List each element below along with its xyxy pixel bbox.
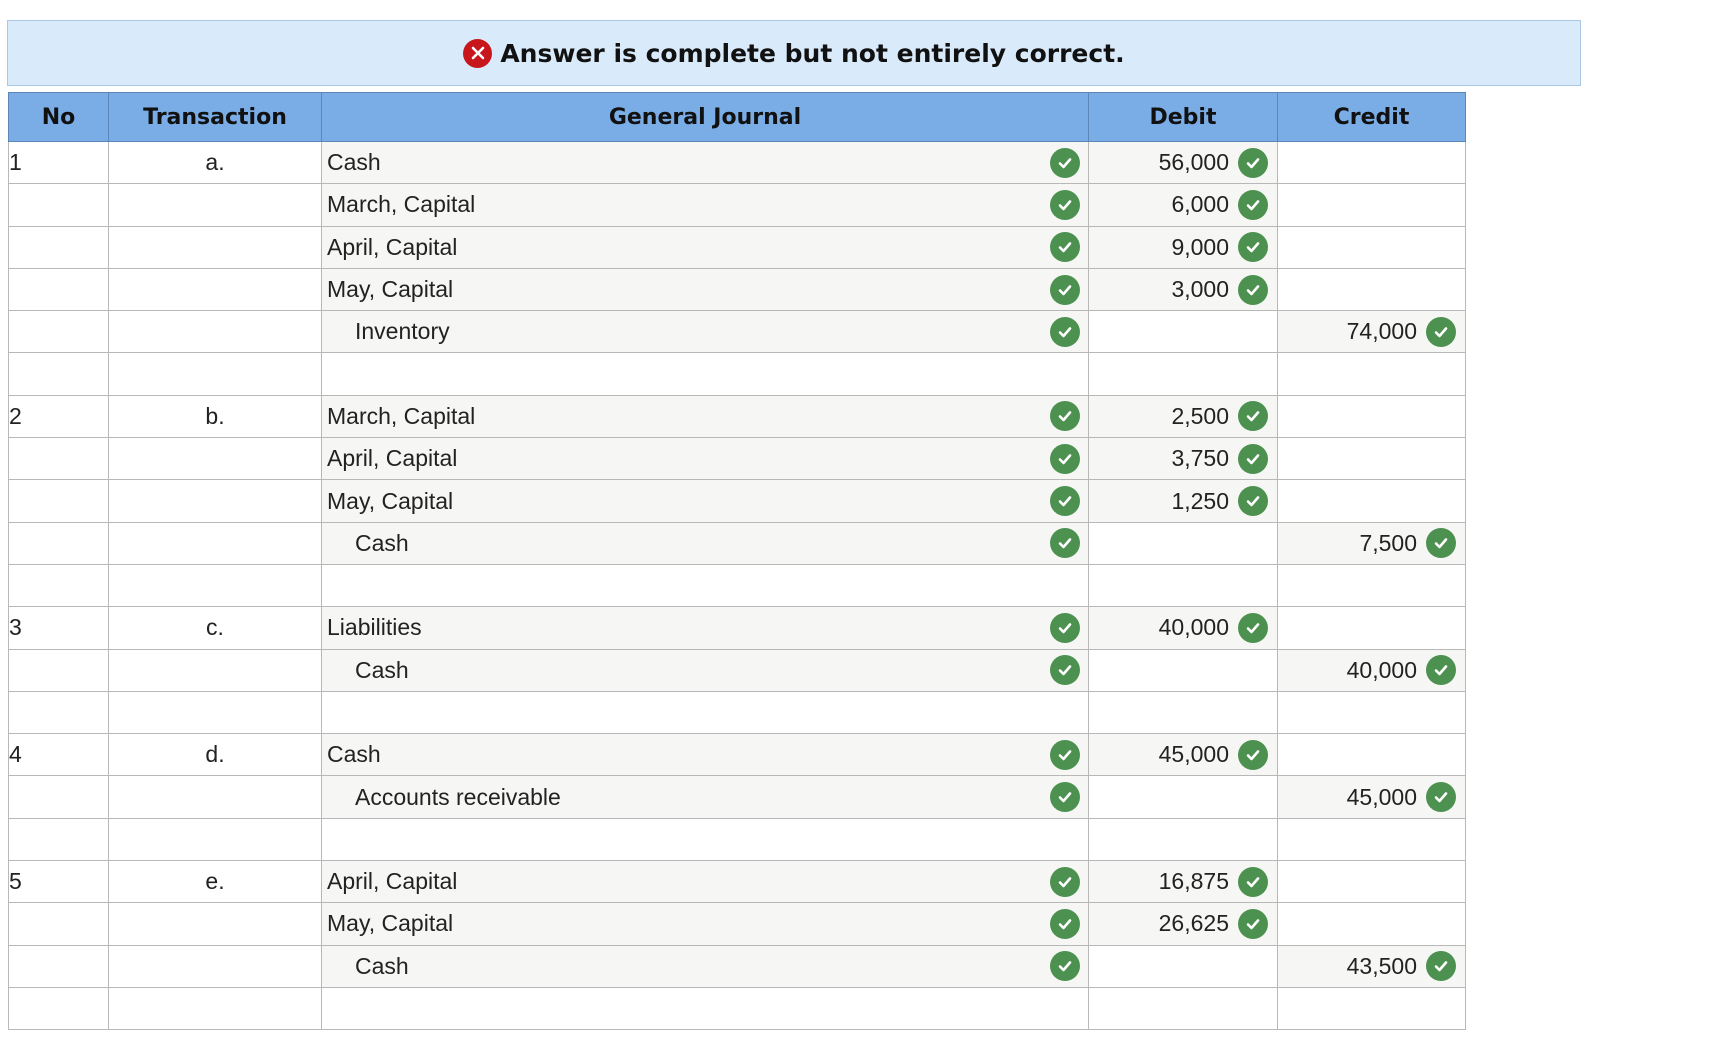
account-name: May, Capital <box>327 487 454 514</box>
table-header-row <box>9 93 1466 142</box>
check-circle-icon <box>1050 275 1080 305</box>
debit-amount: 45,000 <box>1158 741 1229 768</box>
check-circle-icon <box>1426 528 1456 558</box>
account-cell <box>322 987 1089 1029</box>
credit-amount: 43,500 <box>1346 952 1417 979</box>
credit-amount: 45,000 <box>1346 783 1417 810</box>
credit-cell[interactable] <box>1278 649 1466 691</box>
row-no-cell <box>9 226 109 268</box>
account-name: Cash <box>355 656 409 683</box>
debit-amount: 6,000 <box>1171 191 1229 218</box>
account-cell[interactable] <box>322 184 1089 226</box>
check-circle-icon <box>1050 317 1080 347</box>
row-no-cell <box>9 522 109 564</box>
check-circle-icon <box>1050 528 1080 558</box>
table-row <box>9 691 1466 733</box>
credit-cell <box>1278 184 1466 226</box>
account-cell[interactable] <box>322 480 1089 522</box>
debit-cell[interactable] <box>1089 438 1278 480</box>
row-no-cell: 5 <box>9 861 109 903</box>
debit-amount: 3,000 <box>1171 276 1229 303</box>
debit-amount: 3,750 <box>1171 445 1229 472</box>
row-no-cell <box>9 776 109 818</box>
row-transaction-cell <box>109 903 322 945</box>
row-transaction-cell <box>109 945 322 987</box>
account-name: April, Capital <box>327 445 458 472</box>
credit-cell <box>1278 861 1466 903</box>
table-row <box>9 776 1466 818</box>
debit-cell <box>1089 691 1278 733</box>
debit-cell <box>1089 945 1278 987</box>
account-cell <box>322 691 1089 733</box>
credit-cell <box>1278 903 1466 945</box>
row-no-cell <box>9 353 109 395</box>
table-row <box>9 734 1466 776</box>
debit-amount: 9,000 <box>1171 233 1229 260</box>
row-transaction-cell <box>109 480 322 522</box>
check-circle-icon <box>1050 782 1080 812</box>
check-circle-icon <box>1050 401 1080 431</box>
row-no-cell: 4 <box>9 734 109 776</box>
account-name: April, Capital <box>327 868 458 895</box>
row-no-cell <box>9 649 109 691</box>
debit-cell[interactable] <box>1089 861 1278 903</box>
table-row <box>9 945 1466 987</box>
credit-cell[interactable] <box>1278 311 1466 353</box>
check-circle-icon <box>1238 190 1268 220</box>
row-no-cell <box>9 564 109 606</box>
row-transaction-cell <box>109 649 322 691</box>
feedback-banner <box>7 20 1581 86</box>
account-cell[interactable] <box>322 945 1089 987</box>
row-transaction-cell: b. <box>109 395 322 437</box>
account-cell <box>322 353 1089 395</box>
row-transaction-cell: c. <box>109 607 322 649</box>
check-circle-icon <box>1426 951 1456 981</box>
debit-cell[interactable] <box>1089 734 1278 776</box>
debit-cell <box>1089 818 1278 860</box>
general-journal-table <box>8 92 1466 1030</box>
row-no-cell <box>9 903 109 945</box>
row-transaction-cell <box>109 691 322 733</box>
credit-cell <box>1278 987 1466 1029</box>
journal-rows <box>9 142 1466 1030</box>
account-name: May, Capital <box>327 910 454 937</box>
credit-cell <box>1278 268 1466 310</box>
check-circle-icon <box>1426 782 1456 812</box>
table-row <box>9 522 1466 564</box>
debit-cell[interactable] <box>1089 226 1278 268</box>
table-row <box>9 480 1466 522</box>
account-cell[interactable] <box>322 142 1089 184</box>
header-transaction: Transaction <box>109 93 322 142</box>
table-row <box>9 311 1466 353</box>
row-no-cell <box>9 691 109 733</box>
error-x-icon <box>463 39 492 68</box>
row-no-cell: 2 <box>9 395 109 437</box>
account-cell[interactable] <box>322 268 1089 310</box>
debit-cell[interactable] <box>1089 395 1278 437</box>
account-cell[interactable] <box>322 607 1089 649</box>
account-cell <box>322 564 1089 606</box>
credit-cell <box>1278 226 1466 268</box>
row-transaction-cell <box>109 776 322 818</box>
debit-cell <box>1089 353 1278 395</box>
row-transaction-cell: d. <box>109 734 322 776</box>
check-circle-icon <box>1238 275 1268 305</box>
row-transaction-cell <box>109 987 322 1029</box>
account-cell[interactable] <box>322 311 1089 353</box>
credit-amount: 74,000 <box>1346 318 1417 345</box>
account-cell[interactable] <box>322 734 1089 776</box>
check-circle-icon <box>1050 486 1080 516</box>
table-row <box>9 861 1466 903</box>
check-circle-icon <box>1050 190 1080 220</box>
row-transaction-cell <box>109 564 322 606</box>
account-cell[interactable] <box>322 438 1089 480</box>
credit-amount: 7,500 <box>1359 529 1417 556</box>
row-no-cell <box>9 268 109 310</box>
row-no-cell <box>9 818 109 860</box>
row-no-cell <box>9 480 109 522</box>
check-circle-icon <box>1238 740 1268 770</box>
credit-cell <box>1278 353 1466 395</box>
credit-cell[interactable] <box>1278 945 1466 987</box>
check-circle-icon <box>1238 909 1268 939</box>
check-circle-icon <box>1238 486 1268 516</box>
credit-cell <box>1278 607 1466 649</box>
credit-cell <box>1278 395 1466 437</box>
header-debit: Debit <box>1089 93 1278 142</box>
check-circle-icon <box>1050 655 1080 685</box>
debit-cell <box>1089 311 1278 353</box>
header-credit: Credit <box>1278 93 1466 142</box>
account-cell[interactable] <box>322 522 1089 564</box>
row-no-cell <box>9 311 109 353</box>
credit-cell <box>1278 480 1466 522</box>
row-no-cell: 1 <box>9 142 109 184</box>
credit-cell <box>1278 438 1466 480</box>
debit-amount: 1,250 <box>1171 487 1229 514</box>
debit-cell <box>1089 776 1278 818</box>
row-transaction-cell <box>109 184 322 226</box>
account-name: Cash <box>355 952 409 979</box>
table-row <box>9 607 1466 649</box>
debit-amount: 56,000 <box>1158 149 1229 176</box>
account-cell[interactable] <box>322 649 1089 691</box>
debit-amount: 40,000 <box>1158 614 1229 641</box>
table-row <box>9 438 1466 480</box>
debit-amount: 26,625 <box>1158 910 1229 937</box>
header-no: No <box>9 93 109 142</box>
table-row <box>9 142 1466 184</box>
debit-cell <box>1089 987 1278 1029</box>
row-no-cell <box>9 987 109 1029</box>
check-circle-icon <box>1050 867 1080 897</box>
row-transaction-cell <box>109 522 322 564</box>
row-transaction-cell <box>109 311 322 353</box>
debit-amount: 2,500 <box>1171 402 1229 429</box>
row-no-cell: 3 <box>9 607 109 649</box>
table-row <box>9 818 1466 860</box>
account-cell[interactable] <box>322 395 1089 437</box>
account-cell[interactable] <box>322 861 1089 903</box>
account-cell[interactable] <box>322 776 1089 818</box>
debit-cell <box>1089 649 1278 691</box>
debit-cell <box>1089 564 1278 606</box>
account-name: April, Capital <box>327 233 458 260</box>
account-cell[interactable] <box>322 903 1089 945</box>
account-name: March, Capital <box>327 402 476 429</box>
credit-cell <box>1278 564 1466 606</box>
check-circle-icon <box>1050 148 1080 178</box>
table-row <box>9 903 1466 945</box>
row-no-cell <box>9 945 109 987</box>
account-name: Accounts receivable <box>355 783 561 810</box>
row-transaction-cell <box>109 353 322 395</box>
row-transaction-cell: e. <box>109 861 322 903</box>
credit-cell <box>1278 818 1466 860</box>
table-row <box>9 649 1466 691</box>
account-name: Liabilities <box>327 614 422 641</box>
check-circle-icon <box>1050 613 1080 643</box>
account-name: May, Capital <box>327 276 454 303</box>
table-row <box>9 184 1466 226</box>
row-transaction-cell <box>109 226 322 268</box>
credit-cell <box>1278 691 1466 733</box>
debit-amount: 16,875 <box>1158 868 1229 895</box>
table-row <box>9 268 1466 310</box>
check-circle-icon <box>1238 401 1268 431</box>
account-cell <box>322 818 1089 860</box>
feedback-message: Answer is complete but not entirely correct. <box>500 38 1125 68</box>
row-no-cell <box>9 438 109 480</box>
credit-cell <box>1278 734 1466 776</box>
credit-cell[interactable] <box>1278 522 1466 564</box>
debit-cell[interactable] <box>1089 268 1278 310</box>
header-general-journal: General Journal <box>322 93 1089 142</box>
debit-cell <box>1089 522 1278 564</box>
table-row <box>9 226 1466 268</box>
check-circle-icon <box>1238 232 1268 262</box>
check-circle-icon <box>1426 655 1456 685</box>
check-circle-icon <box>1238 148 1268 178</box>
table-row <box>9 564 1466 606</box>
row-transaction-cell <box>109 438 322 480</box>
account-name: Cash <box>327 149 381 176</box>
account-name: Cash <box>355 529 409 556</box>
check-circle-icon <box>1050 951 1080 981</box>
debit-cell[interactable] <box>1089 903 1278 945</box>
check-circle-icon <box>1050 740 1080 770</box>
debit-cell[interactable] <box>1089 607 1278 649</box>
row-no-cell <box>9 184 109 226</box>
debit-cell[interactable] <box>1089 480 1278 522</box>
debit-cell[interactable] <box>1089 184 1278 226</box>
account-cell[interactable] <box>322 226 1089 268</box>
debit-cell[interactable] <box>1089 142 1278 184</box>
check-circle-icon <box>1050 232 1080 262</box>
check-circle-icon <box>1238 867 1268 897</box>
credit-amount: 40,000 <box>1346 656 1417 683</box>
account-name: Inventory <box>355 318 450 345</box>
credit-cell[interactable] <box>1278 776 1466 818</box>
row-transaction-cell <box>109 818 322 860</box>
row-transaction-cell: a. <box>109 142 322 184</box>
row-transaction-cell <box>109 268 322 310</box>
check-circle-icon <box>1050 444 1080 474</box>
check-circle-icon <box>1238 444 1268 474</box>
check-circle-icon <box>1238 613 1268 643</box>
table-row <box>9 395 1466 437</box>
table-row <box>9 987 1466 1029</box>
table-row <box>9 353 1466 395</box>
check-circle-icon <box>1050 909 1080 939</box>
credit-cell <box>1278 142 1466 184</box>
account-name: Cash <box>327 741 381 768</box>
account-name: March, Capital <box>327 191 476 218</box>
check-circle-icon <box>1426 317 1456 347</box>
